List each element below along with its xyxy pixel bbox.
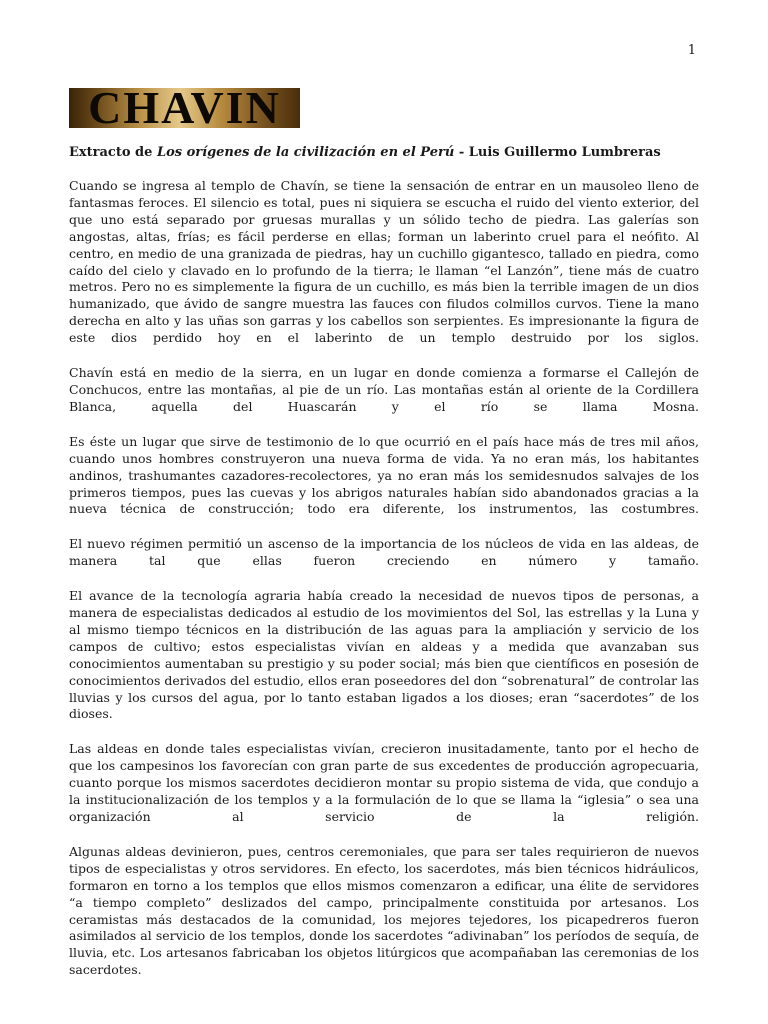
paragraph: Cuando se ingresa al templo de Chavín, se tiene la sensación de entrar en un mausoleo lleno de fantasmas feroces. El silencio es total, pues ni siquiera se escucha el ruido del viento exterior, del que uno está separado por gruesas murallas y un sólido techo de piedra. Las galerías son angostas, altas, frías; es fácil perderse en ellas; forman un laberinto cruel para el neófito. Al centro, en medio de una granizada de piedras, hay un cuchillo gigantesco, tallado en piedra, como caído del cielo y clavado en lo profundo de la tierra; le llaman “el Lanzón”, tiene más de cuatro metros. Pero no es simplemente la figura de un cuchillo, es más bien la terrible imagen de un dios humanizado, que ávido de sangre muestra las fauces con filudos colmillos curvos. Tiene la mano derecha en alto y las uñas son garras y los cabellos son serpientes. Es impresionante la figura de este dios perdido hoy en el laberinto de un templo destruido por los siglos. [69, 178, 699, 346]
page-number: 1 [687, 43, 696, 58]
body-text [69, 178, 699, 997]
work-title: Los orígenes de la civilización en el Perú [156, 145, 455, 160]
document-subtitle [69, 145, 709, 160]
paragraph: Chavín está en medio de la sierra, en un lugar en donde comienza a formarse el Callejón de Conchucos, entre las montañas, al pie de un río. Las montañas están al oriente de la Cordillera Blanca, aquella del Huascarán y el río se llama Mosna. [69, 365, 699, 414]
author-name: Luis Guillermo Lumbreras [468, 145, 661, 160]
subtitle-separator: - [454, 145, 469, 160]
logo-text: CHAVIN [88, 88, 281, 128]
paragraph: Es éste un lugar que sirve de testimonio de lo que ocurrió en el país hace más de tres mil años, cuando unos hombres construyeron una nueva forma de vida. Ya no eran más, los habitantes andinos, trashumantes cazadores-recolectores, ya no eran más los semidesnudos salvajes de los primeros tiempos, pues las cuevas y los abrigos naturales habían sido abandonados gracias a la nueva técnica de construcción; todo era diferente, los instrumentos, las costumbres. [69, 433, 699, 517]
paragraph: Algunas aldeas devinieron, pues, centros ceremoniales, que para ser tales requirieron de nuevos tipos de especialistas y otros servidores. En efecto, los sacerdotes, más bien técnicos hidráulicos, formaron en torno a los templos que ellos mismos comenzaron a edificar, una élite de servidores “a tiempo completo” deslizados del campo, principalmente constituida por artesanos. Los ceramistas más destacados de la comunidad, los mejores tejedores, los picapedreros fueron asimilados al servicio de los templos, donde los sacerdotes “adivinaban” los períodos de sequía, de lluvia, etc. Los artesanos fabricaban los objetos litúrgicos que acompañaban las ceremonias de los sacerdotes. [69, 843, 699, 978]
paragraph: El avance de la tecnología agraria había creado la necesidad de nuevos tipos de personas, a manera de especialistas dedicados al estudio de los movimientos del Sol, las estrellas y la Luna y al mismo tiempo técnicos en la distribución de las aguas para la ampliación y servicio de los campos de cultivo; estos especialistas vivían en aldeas y a medida que avanzaban sus conocimientos aumentaban su prestigio y su poder social; más bien que científicos en posesión de conocimientos derivados del estudio, ellos eran poseedores del don “sobrenatural” de controlar las lluvias y los cursos del agua, por lo tanto estaban ligados a los dioses; eran “sacerdotes” de los dioses. [69, 588, 699, 722]
paragraph: El nuevo régimen permitió un ascenso de la importancia de los núcleos de vida en las aldeas, de manera tal que ellas fueron creciendo en número y tamaño. [69, 536, 699, 569]
subtitle-prefix: Extracto de [69, 145, 157, 160]
paragraph: Las aldeas en donde tales especialistas vivían, crecieron inusitadamente, tanto por el hecho de que los campesinos los favorecían con gran parte de sus excedentes de producción agropecuaria, cuanto porque los mismos sacerdotes decidieron montar su propio sistema de vida, que condujo a la institucionalización de los templos y a la formulación de lo que se llama la “iglesia” o sea una organización al servicio de la religión. [69, 741, 699, 824]
chavin-logo [69, 88, 300, 128]
